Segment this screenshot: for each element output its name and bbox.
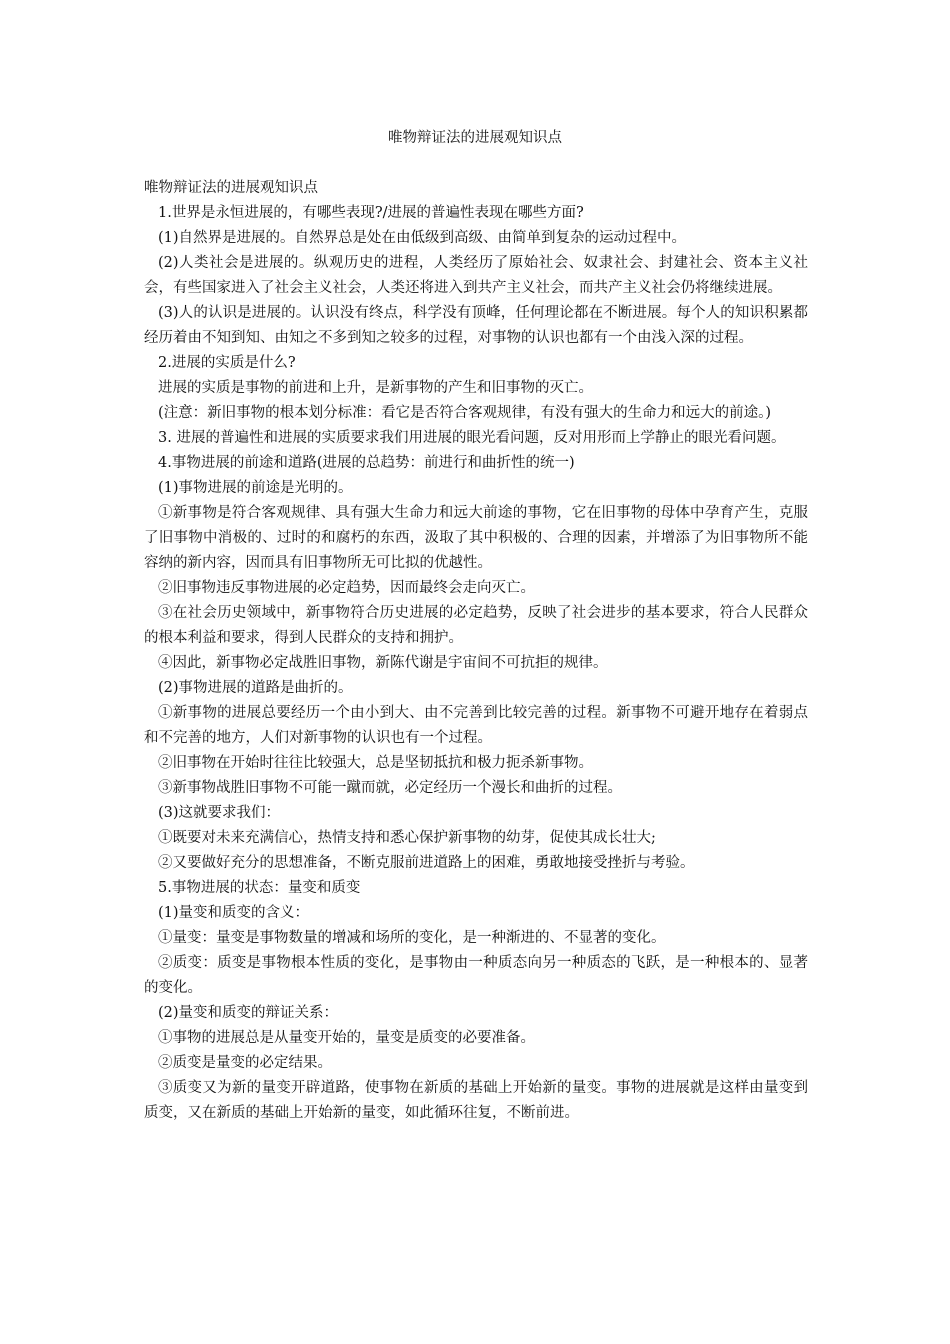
- paragraph: 进展的实质是事物的前进和上升，是新事物的产生和旧事物的灭亡。: [158, 380, 593, 396]
- paragraph: (2)人类社会是进展的。纵观历史的进程，人类经历了原始社会、奴隶社会、封建社会、资本主义社会，有些国家进入了社会主义社会，人类还将进入到共产主义社会，而共产主义社会仍将继续进展。: [144, 255, 808, 296]
- paragraph: ②质变是量变的必定结果。: [158, 1055, 332, 1071]
- paragraph: (1)事物进展的前途是光明的。: [158, 480, 353, 496]
- paragraph: ②又要做好充分的思想准备，不断克服前进道路上的困难，勇敢地接受挫折与考验。: [158, 855, 695, 871]
- paragraph: (3)人的认识是进展的。认识没有终点，科学没有顶峰，任何理论都在不断进展。每个人的知识积累都经历着由不知到知、由知之不多到知之较多的过程，对事物的认识也都有一个由浅入深的过程。: [144, 305, 808, 346]
- paragraph: ①既要对未来充满信心，热情支持和悉心保护新事物的幼芽，促使其成长壮大;: [158, 830, 656, 846]
- paragraph: 3. 进展的普遍性和进展的实质要求我们用进展的眼光看问题，反对用形而上学静止的眼光看问题。: [158, 430, 786, 446]
- paragraph: (1)量变和质变的含义：: [158, 905, 310, 921]
- paragraph: ①事物的进展总是从量变开始的，量变是质变的必要准备。: [158, 1030, 535, 1046]
- paragraph: (2)量变和质变的辩证关系：: [158, 1005, 339, 1021]
- paragraph: ①新事物的进展总要经历一个由小到大、由不完善到比较完善的过程。新事物不可避开地存在着弱点和不完善的地方，人们对新事物的认识也有一个过程。: [144, 705, 808, 746]
- paragraph: 2.进展的实质是什么?: [158, 355, 296, 371]
- paragraph: 1.世界是永恒进展的，有哪些表现?/进展的普遍性表现在哪些方面?: [158, 205, 584, 221]
- paragraph: (2)事物进展的道路是曲折的。: [158, 680, 353, 696]
- paragraph: 4.事物进展的前途和道路(进展的总趋势：前进行和曲折性的统一): [158, 455, 575, 471]
- paragraph: (1)自然界是进展的。自然界总是处在由低级到高级、由简单到复杂的运动过程中。: [158, 230, 687, 246]
- paragraph: ④因此，新事物必定战胜旧事物，新陈代谢是宇宙间不可抗拒的规律。: [158, 655, 608, 671]
- paragraph: ③质变又为新的量变开辟道路，使事物在新质的基础上开始新的量变。事物的进展就是这样由量变到质变，又在新质的基础上开始新的量变，如此循环往复，不断前进。: [144, 1080, 808, 1121]
- paragraph: 5.事物进展的状态：量变和质变: [158, 880, 361, 896]
- paragraph: ②质变：质变是事物根本性质的变化，是事物由一种质态向另一种质态的飞跃，是一种根本的、显著的变化。: [144, 955, 808, 996]
- paragraph: ②旧事物违反事物进展的必定趋势，因而最终会走向灭亡。: [158, 580, 535, 596]
- paragraph: (注意：新旧事物的根本划分标准：看它是否符合客观规律，有没有强大的生命力和远大的前途。): [158, 405, 772, 421]
- paragraph: ③新事物战胜旧事物不可能一蹴而就，必定经历一个漫长和曲折的过程。: [158, 780, 622, 796]
- paragraph: (3)这就要求我们：: [158, 805, 281, 821]
- paragraph: ②旧事物在开始时往往比较强大，总是坚韧抵抗和极力扼杀新事物。: [158, 755, 593, 771]
- paragraph: ③在社会历史领域中，新事物符合历史进展的必定趋势，反映了社会进步的基本要求，符合人民群众的根本利益和要求，得到人民群众的支持和拥护。: [144, 605, 808, 646]
- paragraph: ①新事物是符合客观规律、具有强大生命力和远大前途的事物，它在旧事物的母体中孕育产生，克服了旧事物中消极的、过时的和腐朽的东西，汲取了其中积极的、合理的因素，并增添了为旧事物所不能容纳的新内容，因而具有旧事物所无可比拟的优越性。: [144, 505, 808, 571]
- paragraph: ①量变：量变是事物数量的增减和场所的变化，是一种渐进的、不显著的变化。: [158, 930, 666, 946]
- section-heading: 唯物辩证法的进展观知识点: [144, 180, 318, 196]
- document-body: [144, 176, 808, 1126]
- document-title: 唯物辩证法的进展观知识点: [388, 130, 562, 146]
